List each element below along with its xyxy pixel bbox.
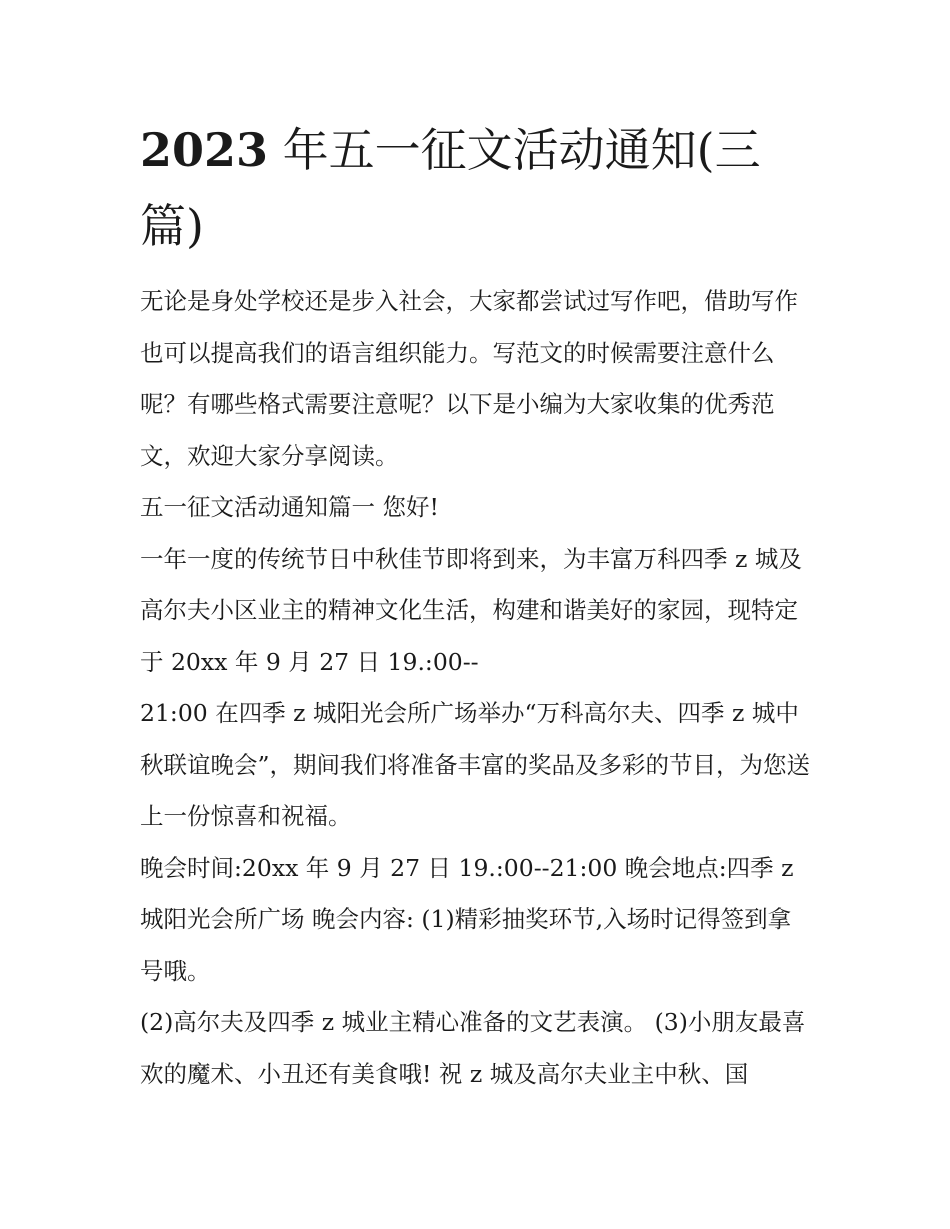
paragraph-event-intro: 一年一度的传统节日中秋佳节即将到来，为丰富万科四季 z 城及高尔夫小区业主的精神文化生活，构建和谐美好的家园，现特定于 20xx 年 9 月 27 日 19.:00-- (140, 544, 802, 676)
paragraph-event-details: 晚会时间:20xx 年 9 月 27 日 19.:00--21:00 晚会地点:四季 z 城阳光会所广场 晚会内容: (1)精彩抽奖环节,入场时记得签到拿号哦。 (140, 853, 794, 985)
document-title (140, 112, 812, 264)
document-content (140, 112, 812, 1100)
paragraph-program: (2)高尔夫及四季 z 城业主精心准备的文艺表演。 (3)小朋友最喜欢的魔术、小丑还有美食哦! 祝 z 城及高尔夫业主中秋、国 (140, 1008, 806, 1088)
title-text: 年五一征文活动通知(三篇) (140, 123, 761, 253)
paragraph-intro: 无论是身处学校还是步入社会，大家都尝试过写作吧，借助写作也可以提高我们的语言组织能力。写范文的时候需要注意什么呢？有哪些格式需要注意呢？以下是小编为大家收集的优秀范文，欢迎大家分享阅读。 (140, 287, 798, 470)
paragraph-section-heading: 五一征文活动通知篇一 您好! (140, 493, 439, 521)
title-year: 2023 (140, 123, 269, 177)
paragraph-event-venue: 21:00 在四季 z 城阳光会所广场举办“万科高尔夫、四季 z 城中秋联谊晚会”，期间我们将准备丰富的奖品及多彩的节目，为您送上一份惊喜和祝福。 (140, 699, 811, 830)
